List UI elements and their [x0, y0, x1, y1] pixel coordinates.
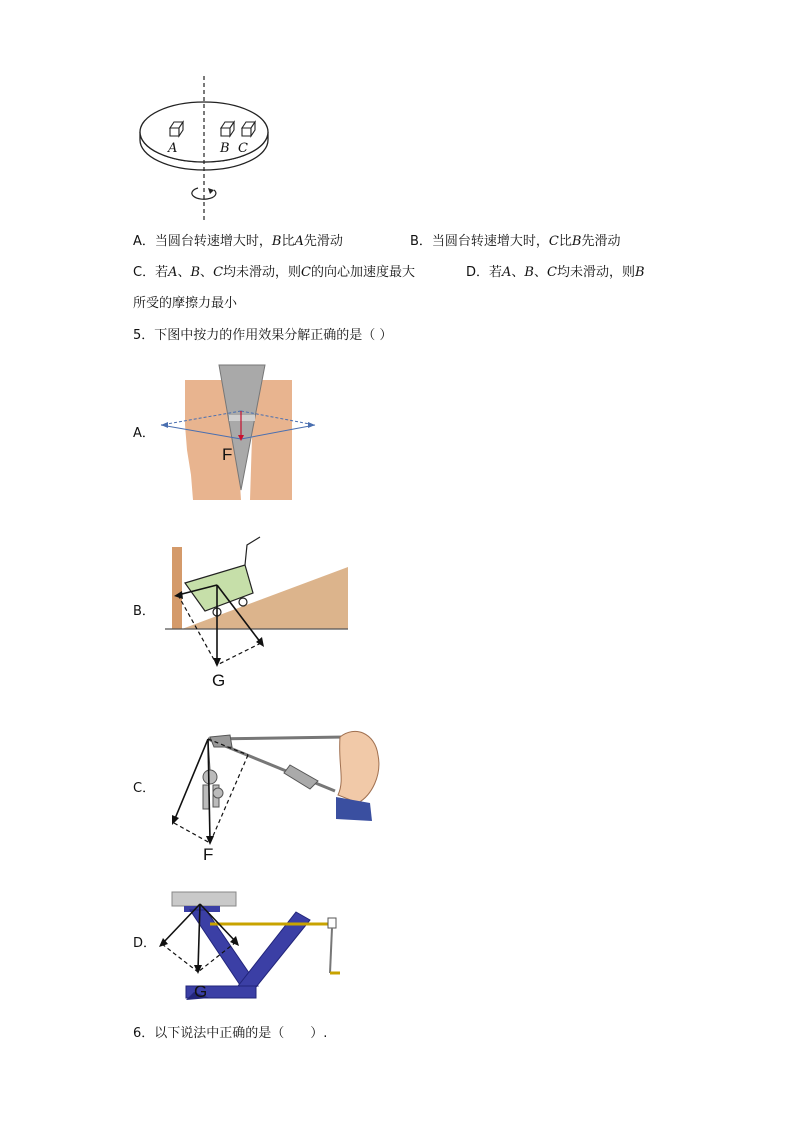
q5-option-a-label: A．: [133, 426, 155, 441]
block-a-icon: [170, 122, 183, 136]
q6-stem: 6．以下说法中正确的是（ ）.: [133, 1026, 328, 1041]
wedge-figure: [155, 365, 320, 500]
rotating-disk-figure: [130, 70, 280, 225]
label-b: B: [220, 141, 230, 156]
q4-option-c: C．若A、B、C均未滑动，则C的向心加速度最大: [133, 265, 415, 280]
load-plate: [172, 892, 236, 906]
label-a: A: [168, 141, 178, 156]
force-g-label-d: G: [194, 982, 208, 1001]
force-g-label-b: G: [212, 671, 226, 690]
block-c-icon: [242, 122, 255, 136]
q5-option-b-label: B．: [133, 604, 155, 619]
force-f-label-c: F: [203, 845, 214, 864]
q5-stem: 5．下图中按力的作用效果分解正确的是（ ）: [133, 328, 393, 343]
q4-option-d-continued: 所受的摩擦力最小: [133, 296, 238, 311]
q5-option-c-label: C．: [133, 781, 156, 796]
q4-option-b: B．当圆台转速增大时，C比B先滑动: [410, 234, 621, 249]
force-f-label-a: F: [222, 445, 233, 464]
force-f-arrow: [208, 739, 210, 841]
keys-icon: [203, 770, 223, 809]
cart-incline-figure: [165, 535, 355, 670]
q5-option-d-label: D．: [133, 936, 157, 951]
q4-option-d: D．若A、B、C均未滑动，则B: [466, 265, 645, 280]
q4-option-a: A．当圆台转速增大时，B比A先滑动: [133, 234, 343, 249]
label-c: C: [238, 141, 248, 156]
block-b-icon: [221, 122, 234, 136]
wall: [172, 547, 182, 629]
hand-icon: [338, 731, 379, 803]
sleeve: [336, 797, 372, 821]
car-jack-figure: [150, 888, 345, 1006]
hanging-weight-figure: [160, 725, 385, 860]
